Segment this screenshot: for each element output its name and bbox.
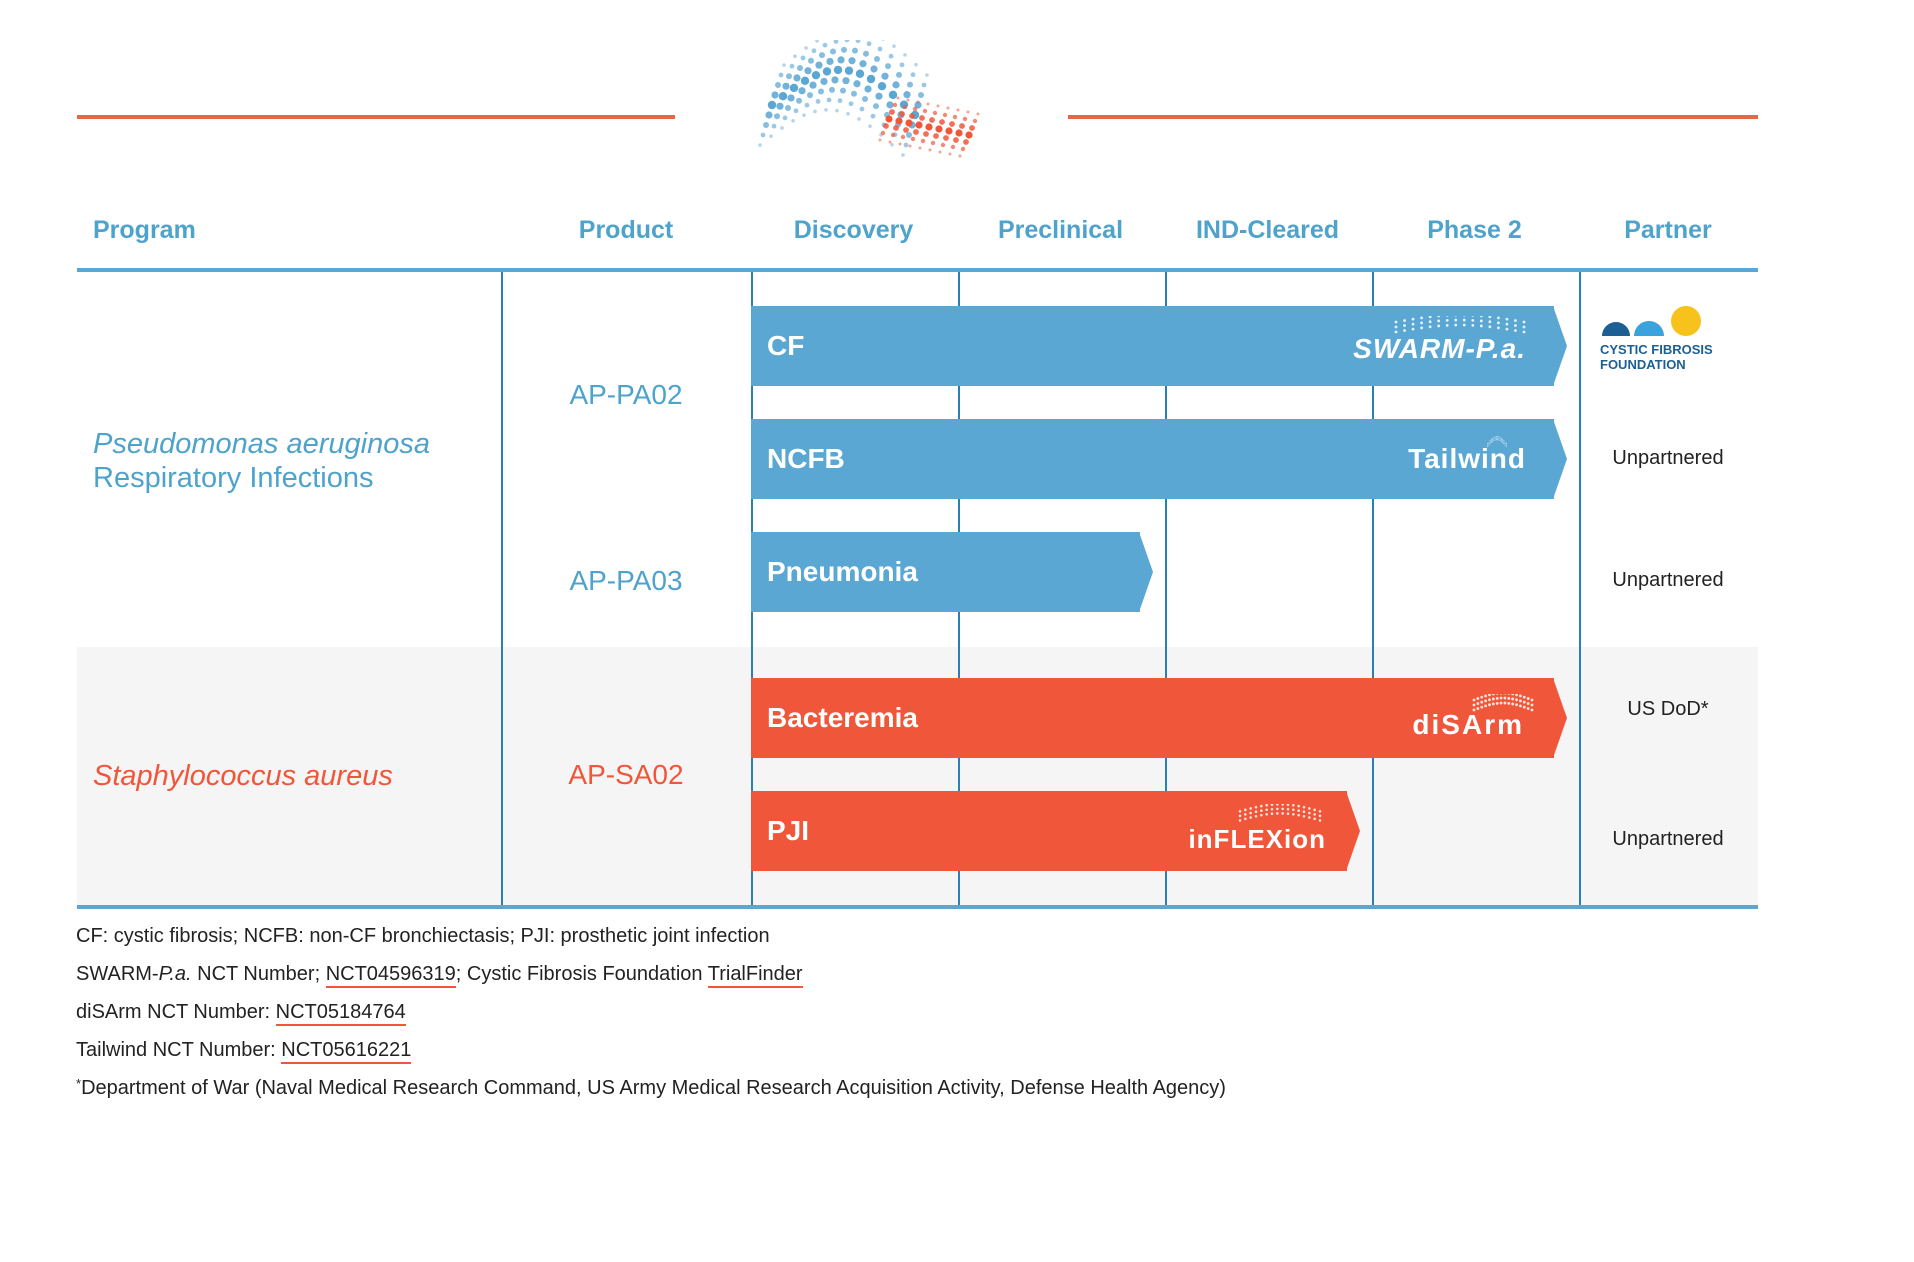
program-staphylococcus-italic: Staphylococcus aureus — [93, 760, 393, 792]
inflexion-dots-icon — [1230, 804, 1330, 824]
program-pseudomonas — [93, 427, 430, 495]
header-phase-2: Phase 2 — [1427, 216, 1522, 244]
arrow-tip — [1139, 532, 1153, 612]
footnote-swarm-italic: P.a. — [158, 963, 192, 985]
footnote-abbreviations: CF: cystic fibrosis; NCFB: non-CF bronchiectasis; PJI: prosthetic joint infection — [76, 925, 770, 947]
footnote-dod — [76, 1076, 1226, 1100]
cff-logo-line2: FOUNDATION — [1600, 357, 1686, 372]
indication-label: NCFB — [767, 443, 845, 474]
top-rule-left — [77, 115, 675, 119]
header-discovery: Discovery — [793, 216, 914, 244]
table-bottom-border — [77, 905, 1758, 909]
product-ap-pa02: AP-PA02 — [569, 379, 683, 410]
partner-ncfb: Unpartnered — [1612, 447, 1724, 469]
nct04596319-link[interactable]: NCT04596319 — [326, 963, 456, 988]
footnote-swarm-mid: NCT Number; — [191, 963, 326, 985]
product-ap-sa02: AP-SA02 — [568, 759, 684, 790]
header-product: Product — [578, 216, 674, 244]
cystic-fibrosis-foundation-logo — [1600, 306, 1740, 376]
footnote-swarm — [76, 962, 803, 986]
partner-bacteremia: US DoD* — [1627, 698, 1709, 720]
dotted-wave-logo-icon — [740, 40, 1000, 160]
partner-pneumonia: Unpartnered — [1612, 569, 1724, 591]
nct05184764-link[interactable]: NCT05184764 — [276, 1001, 406, 1026]
header-program: Program — [93, 216, 196, 244]
footnote-tailwind — [76, 1038, 411, 1062]
program-pseudomonas-italic: Pseudomonas aeruginosa — [93, 428, 430, 460]
partner-pji: Unpartnered — [1612, 828, 1724, 850]
header-ind-cleared: IND-Cleared — [1195, 216, 1340, 244]
program-staphylococcus — [93, 759, 393, 793]
footnote-dod-mark: * — [76, 1076, 82, 1091]
indication-label: CF — [767, 330, 805, 361]
trialfinder-link[interactable]: TrialFinder — [708, 963, 803, 988]
nct05616221-link[interactable]: NCT05616221 — [281, 1039, 411, 1064]
indication-label: PJI — [767, 815, 810, 846]
footnote-disarm — [76, 1000, 406, 1024]
header-divider — [77, 268, 1758, 272]
brand-swarm: SWARM-P.a. — [1353, 333, 1526, 364]
footnote-dod-text: Department of War (Naval Medical Research Command, US Army Medical Research Acquisition Activity, Defense Health Agency) — [81, 1077, 1226, 1099]
header-partner: Partner — [1624, 216, 1712, 244]
header-preclinical: Preclinical — [997, 216, 1124, 244]
arrow-tip — [1553, 306, 1567, 386]
brand-disarm: diSArm — [1412, 709, 1524, 740]
arrow-tip — [1553, 678, 1567, 758]
cff-logo-line1: CYSTIC FIBROSIS — [1600, 342, 1713, 357]
footnote-tailwind-prefix: Tailwind NCT Number: — [76, 1039, 282, 1061]
footnote-swarm-mid2: ; Cystic Fibrosis Foundation — [455, 963, 708, 985]
footnote-disarm-prefix: diSArm NCT Number: — [76, 1001, 276, 1023]
brand-tailwind: Tailwind — [1408, 443, 1526, 474]
cystic-fibrosis-foundation-logo-icon — [1600, 306, 1704, 336]
progress-bar — [751, 532, 1140, 612]
top-rule-right — [1068, 115, 1758, 119]
product-ap-pa03: AP-PA03 — [569, 565, 683, 596]
program-pseudomonas-regular: Respiratory Infections — [93, 462, 374, 494]
arrow-tip — [1553, 419, 1567, 499]
arrow-tip — [1346, 791, 1360, 871]
brand-inflexion: inFLEXion — [1188, 824, 1326, 854]
indication-label: Pneumonia — [767, 556, 918, 587]
indication-label: Bacteremia — [767, 702, 918, 733]
footnote-swarm-prefix: SWARM- — [76, 963, 159, 985]
